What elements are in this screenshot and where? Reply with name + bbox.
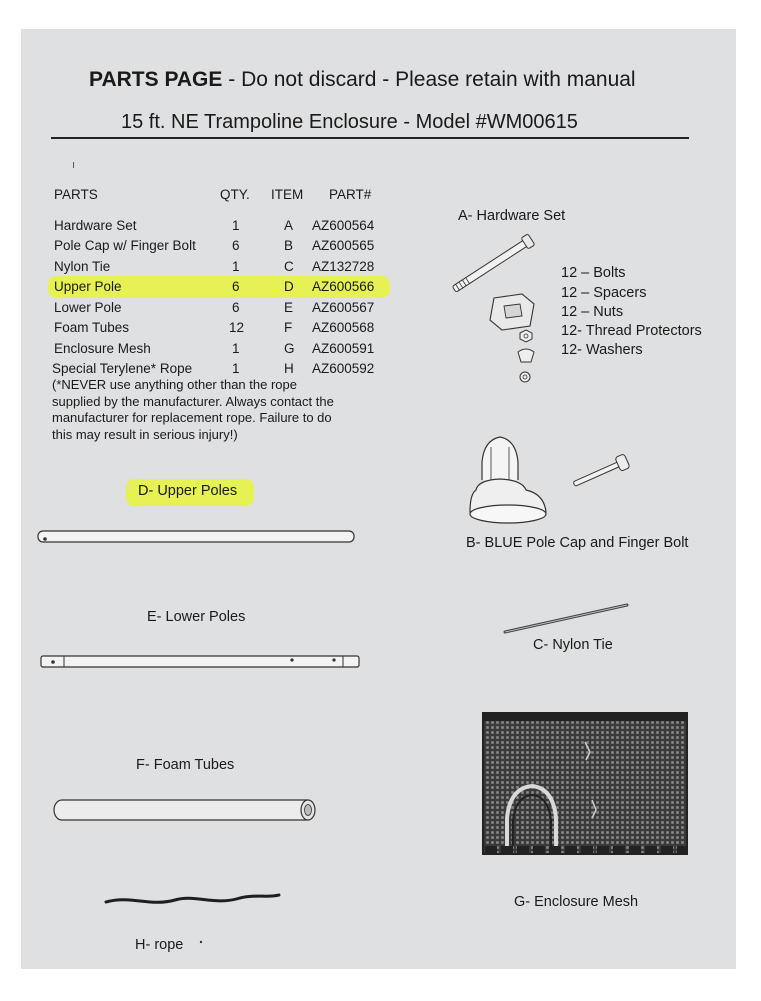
hardware-set-label: A- Hardware Set (458, 208, 566, 224)
foam-tube-drawing (54, 800, 315, 820)
row-item: G (284, 341, 295, 356)
row-name: Pole Cap w/ Finger Bolt (54, 238, 196, 253)
pole-cap-drawing (470, 437, 630, 523)
hardware-item: 12- Washers (561, 342, 643, 358)
row-part: AZ600592 (312, 361, 375, 376)
enclosure-mesh-drawing (483, 713, 687, 854)
row-part: AZ600566 (312, 279, 375, 294)
hardware-item: 12 – Nuts (561, 304, 624, 320)
row-part: AZ132728 (312, 259, 375, 274)
col-header-item: ITEM (271, 187, 304, 202)
row-name: Nylon Tie (54, 259, 111, 274)
note-line: supplied by the manufacturer. Always contact the (52, 393, 334, 409)
row-item: B (284, 238, 294, 253)
note-line: this may result in serious injury!) (52, 426, 238, 442)
page-title-rest: - Do not discard - Please retain with manual (222, 68, 636, 91)
hardware-item: 12 – Bolts (561, 265, 626, 281)
row-part: AZ600567 (312, 300, 375, 315)
hardware-item: 12- Thread Protectors (561, 323, 702, 339)
pole-cap-label: B- BLUE Pole Cap and Finger Bolt (466, 535, 689, 551)
row-qty: 12 (229, 320, 245, 335)
row-qty: 1 (232, 218, 240, 233)
row-item: H (284, 361, 294, 376)
row-item: A (284, 218, 294, 233)
page-title-bold: PARTS PAGE (89, 68, 223, 91)
hardware-item: 12 – Spacers (561, 285, 647, 301)
nylon-tie-drawing (505, 605, 627, 632)
row-qty: 1 (232, 341, 240, 356)
hardware-set-drawing (451, 234, 535, 382)
row-item: E (284, 300, 294, 315)
row-qty: 1 (232, 259, 240, 274)
upper-poles-label: D- Upper Poles (138, 483, 238, 499)
row-qty: 1 (232, 361, 240, 376)
row-name: Lower Pole (54, 300, 122, 315)
rope-drawing (106, 895, 279, 902)
col-header-parts: PARTS (54, 187, 98, 202)
col-header-part-number: PART# (329, 187, 372, 202)
row-qty: 6 (232, 238, 240, 253)
row-part: AZ600565 (312, 238, 375, 253)
row-name: Foam Tubes (54, 320, 130, 335)
row-part: AZ600568 (312, 320, 375, 335)
row-item: C (284, 259, 294, 274)
row-name: Special Terylene* Rope (52, 361, 193, 376)
upper-pole-drawing (38, 531, 354, 542)
rope-label: H- rope (135, 937, 184, 953)
row-qty: 6 (232, 279, 240, 294)
row-qty: 6 (232, 300, 240, 315)
model-subtitle: 15 ft. NE Trampoline Enclosure - Model #WM00615 (121, 111, 578, 133)
row-name: Upper Pole (54, 279, 122, 294)
row-name: Hardware Set (54, 218, 137, 233)
row-item: F (284, 320, 293, 335)
enclosure-mesh-label: G- Enclosure Mesh (514, 894, 639, 910)
col-header-qty: QTY. (220, 187, 250, 202)
lower-pole-drawing (41, 656, 359, 667)
lower-poles-label: E- Lower Poles (147, 609, 246, 625)
row-item: D (284, 279, 294, 294)
foam-tubes-label: F- Foam Tubes (136, 757, 235, 773)
note-line: manufacturer for replacement rope. Failure to do (52, 410, 332, 425)
row-part: AZ600591 (312, 341, 375, 356)
nylon-tie-label: C- Nylon Tie (533, 637, 613, 653)
note-line: (*NEVER use anything other than the rope (52, 377, 297, 392)
row-part: AZ600564 (312, 218, 375, 233)
row-name: Enclosure Mesh (54, 341, 151, 356)
